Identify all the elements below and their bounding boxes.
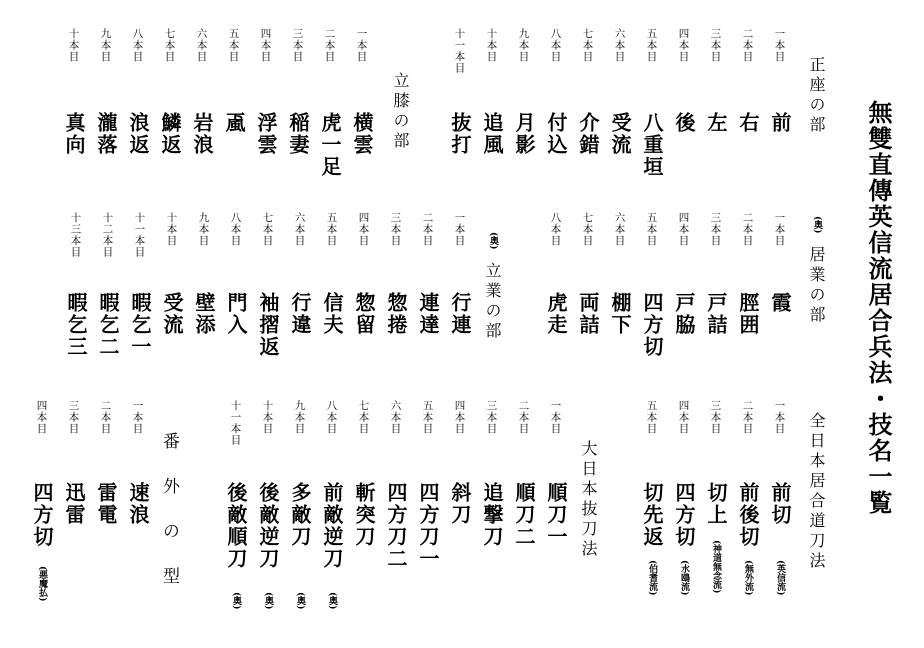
zennihon-name-1: 前切 (768, 482, 792, 526)
tatehiza-num-6: 六本目 (195, 28, 208, 63)
bangai-name-2: 雷電 (94, 482, 118, 526)
zennihon-num-2: 二本目 (741, 400, 754, 435)
dainihon-name-3: 追撃刀 (480, 482, 504, 548)
oku-iwaza-num-2: 二本目 (741, 212, 754, 247)
oku-iwaza-name-3: 戸詰 (704, 292, 728, 336)
oku-iwaza-num-6: 六本目 (613, 212, 626, 247)
seiza-num-11: 十一本目 (453, 28, 466, 74)
bangai-name-1: 速浪 (126, 482, 150, 526)
tatehiza-name-7: 鱗返 (158, 112, 182, 156)
oku-tachiwaza-name-4: 惣留 (352, 292, 376, 336)
tatehiza-num-1: 一本目 (355, 28, 368, 63)
seiza-name-2: 右 (736, 112, 760, 134)
zennihon-note-4: (水鴎流) (679, 560, 689, 596)
zennihon-name-2: 前後切 (736, 482, 760, 548)
dainihon-num-10: 十本目 (261, 400, 274, 435)
oku-iwaza-name-1: 霞 (768, 292, 792, 314)
oku-iwaza-num-1: 一本目 (773, 212, 786, 247)
seiza-name-1: 前 (768, 112, 792, 134)
tatehiza-name-6: 岩浪 (190, 112, 214, 156)
zennihon-num-3: 三本目 (709, 400, 722, 435)
zennihon-note-5: (伯耆流) (647, 560, 657, 596)
oku-tachiwaza-name-13: 暇乞三 (64, 292, 88, 358)
seiza-name-9: 月影 (512, 112, 536, 156)
seiza-num-3: 三本目 (709, 28, 722, 63)
oku-tachiwaza-num-11: 十一本目 (133, 212, 146, 258)
seiza-num-8: 八本目 (549, 28, 562, 63)
dainihon-name-5: 四方刀一 (416, 482, 440, 570)
dainihon-note-9: (奥) (295, 592, 305, 610)
zennihon-note-3: (神道無念流) (711, 540, 721, 594)
tatehiza-num-2: 二本目 (323, 28, 336, 63)
dainihon-name-11: 後敵順刀 (224, 482, 248, 570)
oku-tachiwaza-name-5: 信夫 (320, 292, 344, 336)
oku-tachiwaza-num-6: 六本目 (293, 212, 306, 247)
dainihon-name-7: 斬突刀 (352, 482, 376, 548)
seiza-num-5: 五本目 (645, 28, 658, 63)
tatehiza-name-8: 浪返 (126, 112, 150, 156)
bangai-name-3: 迅雷 (62, 482, 86, 526)
dainihon-name-1: 順刀一 (544, 482, 568, 548)
oku-iwaza-name-7: 両詰 (576, 292, 600, 336)
dainihon-note-10: (奥) (263, 592, 273, 610)
dainihon-name-8: 前敵逆刀 (320, 482, 344, 570)
zennihon-name-5: 切先返 (640, 482, 664, 548)
oku-tachiwaza-num-2: 二本目 (421, 212, 434, 247)
seiza-num-1: 一本目 (773, 28, 786, 63)
dainihon-num-6: 六本目 (389, 400, 402, 435)
seiza-name-3: 左 (704, 112, 728, 134)
seiza-num-6: 六本目 (613, 28, 626, 63)
oku-iwaza-num-3: 三本目 (709, 212, 722, 247)
oku-tachiwaza-name-3: 惣捲 (384, 292, 408, 336)
zennihon-heading: 全日本居合道刀法 (807, 412, 826, 572)
oku-tachiwaza-name-6: 行違 (288, 292, 312, 336)
dainihon-num-1: 一本目 (549, 400, 562, 435)
seiza-num-7: 七本目 (581, 28, 594, 63)
bangai-note-4: (悪魔払) (37, 566, 47, 602)
tatehiza-num-5: 五本目 (227, 28, 240, 63)
seiza-num-9: 九本目 (517, 28, 530, 63)
oku-tachiwaza-num-12: 十二本目 (101, 212, 114, 258)
oku-tachiwaza-name-10: 受流 (160, 292, 184, 336)
seiza-heading: 正座の部 (807, 56, 826, 136)
zennihon-name-3: 切上 (704, 482, 728, 526)
oku-iwaza-num-4: 四本目 (677, 212, 690, 247)
bangai-heading: 番外の型 (159, 432, 179, 612)
zennihon-note-2: (無外流) (743, 560, 753, 596)
oku-tachiwaza-name-1: 行連 (448, 292, 472, 336)
zennihon-num-5: 五本目 (645, 400, 658, 435)
oku-tachiwaza-num-7: 七本目 (261, 212, 274, 247)
oku-iwaza-num-8: 八本目 (549, 212, 562, 247)
zennihon-num-1: 一本目 (773, 400, 786, 435)
tatehiza-num-9: 九本目 (99, 28, 112, 63)
seiza-name-4: 後 (672, 112, 696, 134)
oku-tachiwaza-name-12: 暇乞二 (96, 292, 120, 358)
oku-tachiwaza-name-9: 壁添 (192, 292, 216, 336)
dainihon-name-2: 順刀二 (512, 482, 536, 548)
dainihon-num-8: 八本目 (325, 400, 338, 435)
oku-tachiwaza-name-7: 袖摺返 (256, 292, 280, 358)
bangai-num-1: 一本目 (131, 400, 144, 435)
tatehiza-heading: 立膝の部 (391, 72, 410, 152)
page-title: 無雙直傳英信流居合兵法・技名一覧 (864, 100, 893, 516)
oku-iwaza-name-2: 脛囲 (736, 292, 760, 336)
oku-iwaza-prefix: (奥) (812, 216, 822, 234)
dainihon-name-10: 後敵逆刀 (256, 482, 280, 570)
seiza-name-7: 介錯 (576, 112, 600, 156)
seiza-name-5: 八重垣 (640, 112, 664, 178)
tatehiza-num-3: 三本目 (291, 28, 304, 63)
seiza-num-2: 二本目 (741, 28, 754, 63)
seiza-name-8: 付込 (544, 112, 568, 156)
dainihon-num-7: 七本目 (357, 400, 370, 435)
tatehiza-num-10: 十本目 (67, 28, 80, 63)
oku-tachiwaza-name-8: 門入 (224, 292, 248, 336)
seiza-name-6: 受流 (608, 112, 632, 156)
oku-iwaza-num-5: 五本目 (645, 212, 658, 247)
tatehiza-name-4: 浮雲 (254, 112, 278, 156)
dainihon-num-4: 四本目 (453, 400, 466, 435)
oku-tachiwaza-num-13: 十三本目 (69, 212, 82, 258)
oku-tachiwaza-heading: 立業の部 (483, 262, 502, 342)
dainihon-heading: 大日本抜刀法 (579, 440, 598, 560)
bangai-name-4: 四方切 (30, 482, 54, 548)
tatehiza-num-4: 四本目 (259, 28, 272, 63)
tatehiza-name-3: 稲妻 (286, 112, 310, 156)
dainihon-num-11: 十一本目 (229, 400, 242, 446)
oku-tachiwaza-num-8: 八本目 (229, 212, 242, 247)
oku-tachiwaza-num-1: 一本目 (453, 212, 466, 247)
dainihon-note-8: (奥) (327, 592, 337, 610)
dainihon-num-3: 三本目 (485, 400, 498, 435)
zennihon-name-4: 四方切 (672, 482, 696, 548)
seiza-name-10: 追風 (480, 112, 504, 156)
dainihon-name-6: 四方刀二 (384, 482, 408, 570)
bangai-num-4: 四本目 (35, 400, 48, 435)
dainihon-name-9: 多敵刀 (288, 482, 312, 548)
oku-tachiwaza-num-9: 九本目 (197, 212, 210, 247)
oku-tachiwaza-prefix: (奥) (488, 232, 498, 250)
oku-tachiwaza-num-4: 四本目 (357, 212, 370, 247)
bangai-num-3: 三本目 (67, 400, 80, 435)
tatehiza-name-5: 颪 (222, 112, 246, 134)
oku-tachiwaza-num-3: 三本目 (389, 212, 402, 247)
bangai-num-2: 二本目 (99, 400, 112, 435)
oku-tachiwaza-name-11: 暇乞一 (128, 292, 152, 358)
tatehiza-num-7: 七本目 (163, 28, 176, 63)
seiza-num-10: 十本目 (485, 28, 498, 63)
oku-iwaza-name-6: 棚下 (608, 292, 632, 336)
tatehiza-name-10: 真向 (62, 112, 86, 156)
tatehiza-name-9: 瀧落 (94, 112, 118, 156)
dainihon-note-11: (奥) (231, 592, 241, 610)
oku-iwaza-heading: 居業の部 (807, 246, 826, 326)
tatehiza-num-8: 八本目 (131, 28, 144, 63)
tatehiza-name-2: 虎一足 (318, 112, 342, 178)
dainihon-num-5: 五本目 (421, 400, 434, 435)
oku-tachiwaza-num-5: 五本目 (325, 212, 338, 247)
dainihon-num-9: 九本目 (293, 400, 306, 435)
zennihon-note-1: (英信流) (775, 560, 785, 596)
oku-tachiwaza-num-10: 十本目 (165, 212, 178, 247)
oku-iwaza-num-7: 七本目 (581, 212, 594, 247)
tatehiza-name-1: 横雲 (350, 112, 374, 156)
seiza-name-11: 抜打 (448, 112, 472, 156)
oku-iwaza-name-5: 四方切 (640, 292, 664, 358)
zennihon-num-4: 四本目 (677, 400, 690, 435)
dainihon-name-4: 斜刀 (448, 482, 472, 526)
oku-iwaza-name-8: 虎走 (544, 292, 568, 336)
oku-iwaza-name-4: 戸脇 (672, 292, 696, 336)
oku-tachiwaza-name-2: 連達 (416, 292, 440, 336)
dainihon-num-2: 二本目 (517, 400, 530, 435)
seiza-num-4: 四本目 (677, 28, 690, 63)
